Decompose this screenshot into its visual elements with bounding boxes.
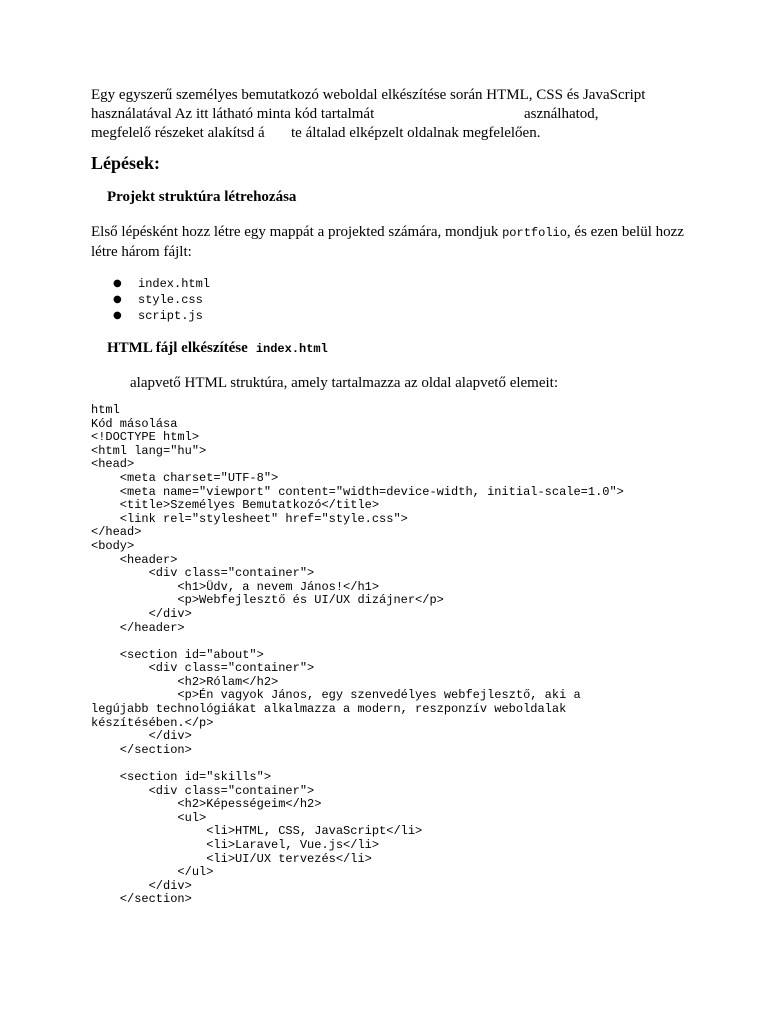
code-line: készítésében.</p>: [91, 715, 214, 730]
code-line: <p>Én vagyok János, egy szenvedélyes webfejlesztő, aki a: [91, 688, 581, 703]
code-line: <!DOCTYPE html>: [91, 430, 200, 445]
file-name: index.html: [138, 277, 211, 291]
code-line: <header>: [91, 552, 178, 567]
html-file-name: index.html: [255, 342, 328, 356]
steps-heading: Lépések:: [91, 153, 160, 173]
code-line: </section>: [91, 742, 192, 757]
code-line: <div class="container">: [91, 661, 315, 676]
code-line: <section id="skills">: [91, 770, 272, 785]
code-line: <div class="container">: [91, 783, 315, 798]
bullet-icon: ●: [113, 294, 122, 305]
list-item: [110, 308, 210, 324]
section-project-structure-title: Projekt struktúra létrehozása: [107, 189, 297, 205]
intro-text-2b: asználhatod,: [524, 106, 599, 122]
code-line: </div>: [91, 878, 192, 893]
file-list: [110, 276, 210, 324]
code-line: legújabb technológiákat alkalmazza a modern, reszponzív weboldalak: [91, 702, 567, 717]
code-line: <link rel="stylesheet" href="style.css">: [91, 511, 408, 526]
code-line: <meta charset="UTF-8">: [91, 470, 279, 485]
code-line: </section>: [91, 892, 192, 907]
code-line: <meta name="viewport" content="width=device-width, initial-scale=1.0">: [91, 484, 624, 499]
code-line: <div class="container">: [91, 566, 315, 581]
section-html-file-title: [107, 340, 328, 357]
list-item: [110, 292, 210, 308]
code-line: <h2>Képességeim</h2>: [91, 797, 322, 812]
code-line: <h2>Rólam</h2>: [91, 674, 279, 689]
list-item: [110, 276, 210, 292]
paragraph-text-after: , és ezen belül hozz létre három fájlt:: [91, 224, 684, 260]
intro-text-2a: használatával Az itt látható minta kód tartalmát: [91, 106, 375, 122]
code-line: <h1>Üdv, a nevem János!</h1>: [91, 579, 380, 594]
code-block: [91, 404, 624, 907]
code-line: <body>: [91, 538, 135, 553]
intro-text-1: Egy egyszerű személyes bemutatkozó weboldal elkészítése során HTML, CSS és JavaScript: [91, 87, 646, 103]
project-structure-paragraph: [91, 223, 691, 262]
code-line: html: [91, 403, 120, 417]
html-section-title-text: HTML fájl elkészítése: [107, 340, 248, 356]
paragraph-text-before: Első lépésként hozz létre egy mappát a projekted számára, mondjuk: [91, 224, 503, 240]
code-line: </header>: [91, 620, 185, 635]
bullet-icon: ●: [113, 278, 122, 289]
code-line: Kód másolása: [91, 416, 178, 431]
code-line: <li>HTML, CSS, JavaScript</li>: [91, 824, 423, 839]
file-name: style.css: [138, 293, 203, 307]
code-line: </div>: [91, 606, 192, 621]
code-line: <li>UI/UX tervezés</li>: [91, 851, 372, 866]
code-line: <title>Személyes Bemutatkozó</title>: [91, 498, 380, 513]
code-line: [91, 635, 624, 649]
html-structure-paragraph: alapvető HTML struktúra, amely tartalmazza az oldal alapvető elemeit:: [130, 375, 559, 391]
code-line: </ul>: [91, 865, 214, 880]
code-line: <ul>: [91, 810, 207, 825]
intro-text-3a: megfelelő részeket alakítsd á: [91, 125, 265, 141]
code-line: <html lang="hu">: [91, 443, 207, 458]
code-line: </div>: [91, 729, 192, 744]
bullet-icon: ●: [113, 310, 122, 321]
code-line: </head>: [91, 525, 142, 540]
code-line: <li>Laravel, Vue.js</li>: [91, 838, 380, 852]
intro-text-3b: te általad elképzelt oldalnak megfelelően.: [291, 125, 541, 141]
code-line: [91, 757, 624, 771]
code-line: <p>Webfejlesztő és UI/UX dizájner</p>: [91, 593, 444, 608]
code-line: <head>: [91, 457, 135, 472]
file-name: script.js: [138, 309, 203, 323]
code-line: <section id="about">: [91, 647, 264, 662]
folder-name: portfolio: [502, 226, 567, 240]
